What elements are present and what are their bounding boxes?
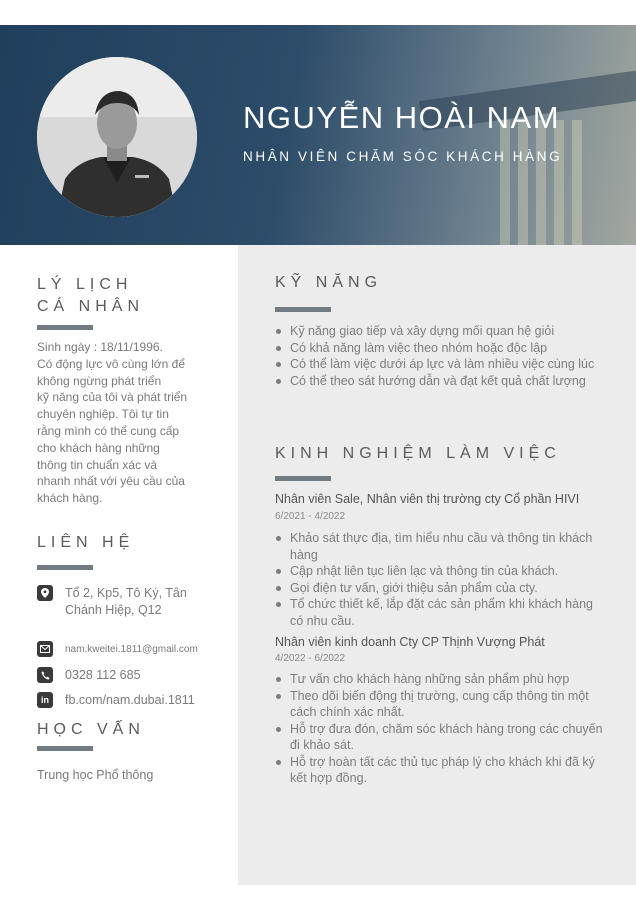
banner-stripe [536,120,546,245]
list-item: Hỗ trợ đưa đón, chăm sóc khách hàng trong các chuyến đi khảo sát. [275,721,605,754]
profile-line: rằng mình có thể cung cấp [37,423,180,438]
profile-text [37,339,187,507]
banner-stripe [572,120,582,245]
education-value: Trung học Phổ thông [37,768,154,782]
profile-line: thông tin chuẩn xác và [37,457,158,472]
section-rule [275,476,331,481]
list-item: Có thể làm việc dưới áp lực và làm nhiều việc cùng lúc [275,356,605,373]
contact-heading: LIÊN HỆ [37,534,135,551]
banner-stripe [554,120,564,245]
contact-linkedin[interactable] [37,692,195,709]
map-pin-icon [37,585,53,601]
job-duties-list [275,530,605,629]
profile-line: khách hàng. [37,491,103,506]
contact-address [37,585,187,619]
profile-line: cho khách hàng những [37,440,160,455]
address-text [65,585,187,619]
section-rule [37,746,93,751]
skills-list [275,323,605,389]
contact-phone[interactable] [37,667,141,684]
profile-line: nhanh nhất với yêu cầu của [37,474,185,489]
address-line: Chánh Hiệp, Q12 [65,603,162,617]
list-item: Tổ chức thiết kế, lắp đặt các sản phẩm khi khách hàng có nhu cầu. [275,596,605,629]
phone-icon [37,667,53,683]
list-item: Có khả năng làm việc theo nhóm hoặc độc lập [275,340,605,357]
job-duties-list [275,671,605,787]
profile-line: không ngừng phát triển [37,373,162,388]
profile-birth: Sinh ngày : 18/11/1996. [37,340,163,354]
phone-text[interactable]: 0328 112 685 [65,668,141,682]
section-rule [37,565,93,570]
address-line: Tổ 2, Kp5, Tô Ký, Tân [65,586,187,600]
profile-line: Có động lực vô cùng lớn để [37,356,185,371]
education-heading: HỌC VẤN [37,721,145,738]
section-rule [37,325,93,330]
list-item: Gọi điện tư vấn, giới thiệu sản phẩm của cty. [275,580,605,597]
list-item: Theo dõi biến động thị trường, cung cấp thông tin một cách chính xác nhất. [275,688,605,721]
job-date: 6/2021 - 4/2022 [275,511,346,522]
skills-heading: KỸ NĂNG [275,274,383,291]
profile-heading [37,274,144,318]
profile-photo [37,57,197,217]
envelope-icon [37,641,53,657]
list-item: Khảo sát thực địa, tìm hiểu nhu cầu và thông tin khách hàng [275,530,605,563]
contact-email[interactable] [37,641,198,658]
job-title: Nhân viên Sale, Nhân viên thị trường cty Cổ phần HIVI [275,492,580,506]
list-item: Hỗ trợ hoàn tất các thủ tục pháp lý cho khách khi đã ký kết hợp đồng. [275,754,605,787]
linkedin-text[interactable]: fb.com/nam.dubai.1811 [65,693,195,707]
list-item: Có thể theo sát hướng dẫn và đạt kết quả chất lượng [275,373,605,390]
profile-line: chuyên nghiệp. Tôi tự tin [37,407,169,422]
profile-heading-line: LÝ LỊCH [37,276,133,293]
profile-line: kỹ năng của tôi và phát triển [37,390,188,405]
experience-heading: KINH NGHIỆM LÀM VIỆC [275,445,561,462]
section-rule [275,307,331,312]
list-item: Cập nhật liên tục liên lạc và thông tin của khách. [275,563,605,580]
profile-heading-line: CÁ NHÂN [37,298,145,315]
linkedin-icon: in [37,692,53,708]
job-title: Nhân viên kinh doanh Cty CP Thịnh Vượng Phát [275,635,545,649]
job-title-header: NHÂN VIÊN CHĂM SÓC KHÁCH HÀNG [243,149,563,164]
list-item: Tư vấn cho khách hàng những sản phẩm phù hợp [275,671,605,688]
job-date: 4/2022 - 6/2022 [275,653,346,664]
banner-stripe [500,120,510,245]
email-text[interactable]: nam.kweitei.1811@gmail.com [65,644,198,655]
candidate-name: NGUYỄN HOÀI NAM [243,100,561,135]
list-item: Kỹ năng giao tiếp và xây dựng mối quan hệ giỏi [275,323,605,340]
banner-stripe [518,120,528,245]
